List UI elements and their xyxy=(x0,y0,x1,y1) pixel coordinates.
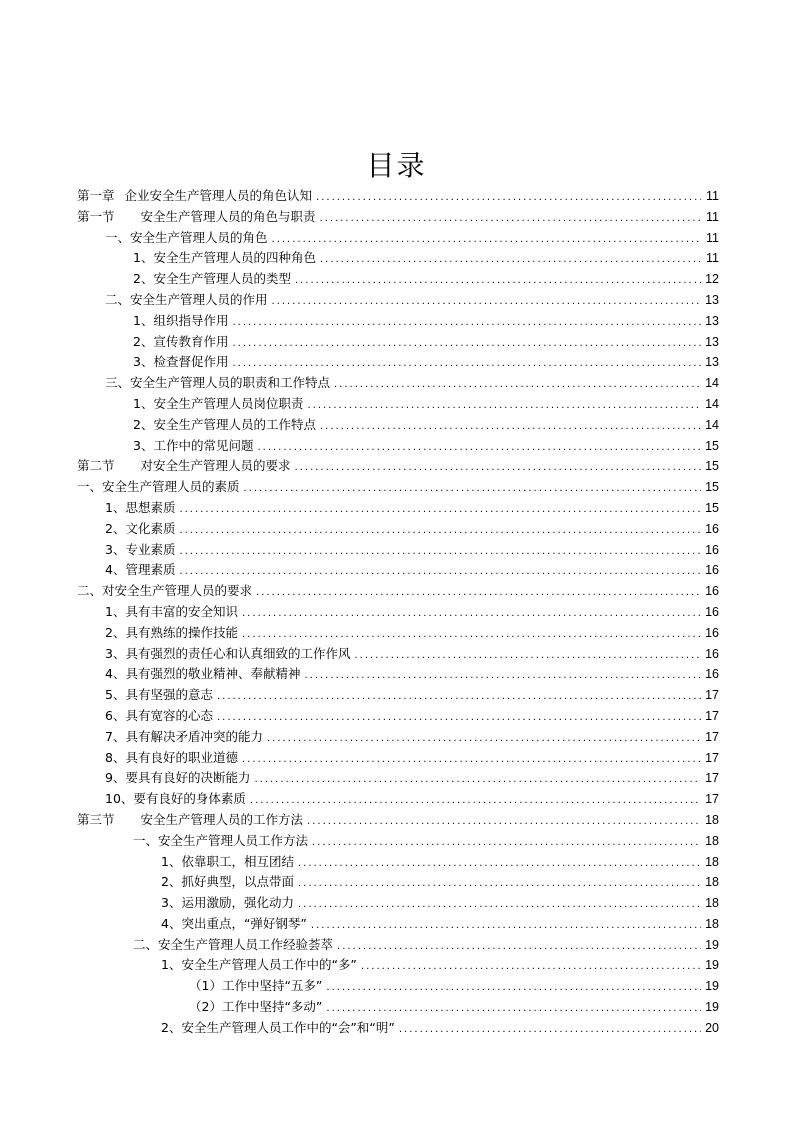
toc-entry-title: 2、安全生产管理人员的类型 xyxy=(133,271,291,287)
toc-dot-leader xyxy=(316,188,701,209)
toc-page-number: 19 xyxy=(705,1000,719,1015)
toc-entry-title: 9、要具有良好的决断能力 xyxy=(105,770,251,786)
toc-entry[interactable] xyxy=(77,664,719,685)
toc-entry-title: 3、具有强烈的责任心和认真细致的工作作风 xyxy=(105,645,351,661)
table-of-contents xyxy=(77,186,719,1039)
toc-entry[interactable] xyxy=(77,207,719,228)
toc-page-number: 11 xyxy=(706,189,719,203)
toc-entry[interactable] xyxy=(77,727,719,748)
toc-dot-leader xyxy=(307,812,701,833)
toc-dot-leader xyxy=(399,1020,701,1041)
toc-entry-title: 4、具有强烈的敬业精神、奉献精神 xyxy=(105,666,301,682)
toc-page-number: 17 xyxy=(705,708,719,723)
toc-entry[interactable] xyxy=(77,768,719,789)
toc-entry[interactable] xyxy=(77,872,719,893)
toc-entry-title: 1、安全生产管理人员的四种角色 xyxy=(133,250,316,266)
toc-dot-leader xyxy=(326,978,701,999)
toc-entry-number: 第二节 xyxy=(77,458,115,474)
toc-entry[interactable] xyxy=(77,477,719,498)
toc-entry[interactable] xyxy=(77,560,719,581)
toc-entry-title: 2、安全生产管理人员的工作特点 xyxy=(133,416,316,432)
toc-dot-leader xyxy=(311,916,701,937)
toc-entry[interactable] xyxy=(77,852,719,873)
toc-entry[interactable] xyxy=(77,955,719,976)
toc-entry-title: 7、具有解决矛盾冲突的能力 xyxy=(105,728,263,744)
toc-entry-label xyxy=(77,810,303,831)
toc-dot-leader xyxy=(295,271,701,292)
toc-page-number: 13 xyxy=(705,292,719,307)
toc-page-number: 18 xyxy=(705,854,719,869)
toc-entry[interactable] xyxy=(77,352,719,373)
toc-entry[interactable] xyxy=(77,644,719,665)
toc-entry[interactable] xyxy=(77,436,719,457)
toc-entry-title: 3、工作中的常见问题 xyxy=(133,437,254,453)
toc-page-number: 16 xyxy=(705,563,719,578)
toc-dot-leader xyxy=(320,209,701,230)
toc-entry-title: 1、思想素质 xyxy=(105,499,176,515)
toc-entry[interactable] xyxy=(77,269,719,290)
toc-entry-title: 1、组织指导作用 xyxy=(133,312,229,328)
toc-entry[interactable] xyxy=(77,748,719,769)
toc-entry-title: 8、具有良好的职业道德 xyxy=(105,749,238,765)
toc-entry-title: 一、安全生产管理人员工作方法 xyxy=(133,832,309,848)
toc-dot-leader xyxy=(179,542,701,563)
toc-page-number: 15 xyxy=(705,459,719,474)
toc-entry[interactable] xyxy=(77,519,719,540)
toc-entry[interactable] xyxy=(77,540,719,561)
toc-page-number: 13 xyxy=(705,334,719,349)
toc-entry[interactable] xyxy=(77,290,719,311)
toc-entry[interactable] xyxy=(77,685,719,706)
toc-entry[interactable] xyxy=(77,602,719,623)
toc-page-number: 19 xyxy=(705,958,719,973)
toc-entry-title: 1、依靠职工，相互团结 xyxy=(161,853,294,869)
toc-page-number: 11 xyxy=(706,251,719,266)
toc-entry[interactable] xyxy=(77,394,719,415)
toc-page-number: 12 xyxy=(705,272,719,287)
toc-entry[interactable] xyxy=(77,789,719,810)
toc-page-number: 20 xyxy=(705,1020,719,1035)
toc-dot-leader xyxy=(254,770,701,791)
toc-entry-title: 一、安全生产管理人员的素质 xyxy=(77,479,240,495)
toc-entry[interactable] xyxy=(77,623,719,644)
toc-entry-title: （1）工作中坚持“五多” xyxy=(189,978,323,994)
toc-entry-title: 2、抓好典型，以点带面 xyxy=(161,874,294,890)
toc-entry[interactable] xyxy=(77,228,719,249)
toc-page-number: 17 xyxy=(705,792,719,807)
toc-dot-leader xyxy=(307,396,701,417)
toc-entry-title: 5、具有坚强的意志 xyxy=(105,687,213,703)
toc-entry-title: 3、运用激励，强化动力 xyxy=(161,895,294,911)
toc-entry-number: 第一节 xyxy=(77,208,115,224)
toc-dot-leader xyxy=(267,729,701,750)
toc-page-number: 16 xyxy=(705,604,719,619)
toc-dot-leader xyxy=(272,292,701,313)
toc-entry-title: 一、安全生产管理人员的角色 xyxy=(105,229,268,245)
toc-entry[interactable] xyxy=(77,498,719,519)
toc-page-number: 17 xyxy=(705,750,719,765)
toc-entry-title: 4、突出重点，“弹好钢琴” xyxy=(161,915,307,931)
toc-page-number: 15 xyxy=(705,480,719,495)
toc-dot-leader xyxy=(295,458,701,479)
toc-entry-number: 第三节 xyxy=(77,811,115,827)
toc-entry[interactable] xyxy=(77,248,719,269)
toc-entry-title: 二、对安全生产管理人员的要求 xyxy=(77,583,253,599)
toc-entry-title: 3、专业素质 xyxy=(105,541,176,557)
toc-entry-title: 2、文化素质 xyxy=(105,520,176,536)
toc-entry-title: （2）工作中坚持“多动” xyxy=(189,999,323,1015)
toc-entry-title: 2、具有熟练的操作技能 xyxy=(105,624,238,640)
toc-entry[interactable] xyxy=(77,935,719,956)
toc-entry-title: 6、具有宽容的心态 xyxy=(105,707,213,723)
toc-entry-title: 3、检查督促作用 xyxy=(133,354,229,370)
toc-dot-leader xyxy=(361,957,701,978)
toc-entry-title: 安全生产管理人员的角色与职责 xyxy=(140,208,316,224)
page-title: 目录 xyxy=(366,149,427,182)
toc-dot-leader xyxy=(217,708,701,729)
toc-dot-leader xyxy=(250,791,701,812)
toc-page-number: 16 xyxy=(705,542,719,557)
toc-entry[interactable] xyxy=(77,332,719,353)
toc-entry[interactable] xyxy=(77,893,719,914)
toc-entry[interactable] xyxy=(77,456,719,477)
toc-page-number: 15 xyxy=(705,438,719,453)
toc-entry-title: 对安全生产管理人员的要求 xyxy=(140,458,291,474)
toc-dot-leader xyxy=(217,687,701,708)
toc-dot-leader xyxy=(232,313,701,334)
toc-page-number: 16 xyxy=(705,646,719,661)
toc-entry[interactable] xyxy=(77,1018,719,1039)
toc-dot-leader xyxy=(272,230,701,251)
toc-entry-title: 二、安全生产管理人员工作经验荟萃 xyxy=(133,936,334,952)
toc-entry-title: 4、管理素质 xyxy=(105,562,176,578)
toc-dot-leader xyxy=(337,937,701,958)
toc-dot-leader xyxy=(257,438,701,459)
toc-dot-leader xyxy=(256,583,701,604)
toc-dot-leader xyxy=(298,874,701,895)
toc-entry[interactable] xyxy=(77,997,719,1018)
toc-entry-title: 2、宣传教育作用 xyxy=(133,333,229,349)
toc-dot-leader xyxy=(232,354,701,375)
toc-page-number: 16 xyxy=(705,667,719,682)
toc-page-number: 14 xyxy=(705,417,719,432)
toc-entry[interactable] xyxy=(77,415,719,436)
toc-dot-leader xyxy=(242,625,701,646)
toc-entry[interactable] xyxy=(77,706,719,727)
toc-page-number: 17 xyxy=(705,771,719,786)
toc-dot-leader xyxy=(232,334,701,355)
toc-entry[interactable] xyxy=(77,373,719,394)
toc-dot-leader xyxy=(242,604,701,625)
toc-dot-leader xyxy=(244,479,701,500)
toc-dot-leader xyxy=(242,750,701,771)
toc-page-number: 18 xyxy=(705,833,719,848)
toc-page-number: 11 xyxy=(706,209,719,224)
toc-dot-leader xyxy=(179,521,701,542)
toc-entry[interactable] xyxy=(77,914,719,935)
toc-dot-leader xyxy=(298,854,701,875)
toc-dot-leader xyxy=(298,895,701,916)
toc-entry-title: 10、要有良好的身体素质 xyxy=(105,791,246,807)
toc-page-number: 16 xyxy=(705,584,719,599)
toc-dot-leader xyxy=(312,833,701,854)
toc-entry-title: 1、安全生产管理人员岗位职责 xyxy=(133,395,304,411)
toc-dot-leader xyxy=(354,646,701,667)
toc-page-number: 14 xyxy=(705,376,719,391)
toc-entry[interactable] xyxy=(77,311,719,332)
toc-dot-leader xyxy=(320,417,701,438)
toc-page-number: 16 xyxy=(705,521,719,536)
toc-entry-title: 1、具有丰富的安全知识 xyxy=(105,603,238,619)
toc-entry-label xyxy=(77,456,291,477)
toc-page-number: 14 xyxy=(705,396,719,411)
toc-page-number: 13 xyxy=(705,355,719,370)
toc-page-number: 19 xyxy=(705,937,719,952)
toc-page-number: 18 xyxy=(705,812,719,827)
toc-page-number: 11 xyxy=(706,230,719,245)
toc-page-number: 19 xyxy=(705,979,719,994)
toc-page-number: 13 xyxy=(705,313,719,328)
toc-dot-leader xyxy=(179,562,701,583)
toc-dot-leader xyxy=(320,250,701,271)
toc-page-number: 18 xyxy=(705,875,719,890)
toc-page-number: 17 xyxy=(705,729,719,744)
toc-entry[interactable] xyxy=(77,581,719,602)
toc-page-number: 18 xyxy=(705,896,719,911)
toc-page-number: 17 xyxy=(705,688,719,703)
toc-entry-title: 三、安全生产管理人员的职责和工作特点 xyxy=(105,375,331,391)
toc-page-number: 15 xyxy=(705,500,719,515)
toc-entry-title: 二、安全生产管理人员的作用 xyxy=(105,291,268,307)
toc-dot-leader xyxy=(334,375,701,396)
toc-entry-title: 安全生产管理人员的工作方法 xyxy=(140,811,304,827)
toc-entry-title: 企业安全生产管理人员的角色认知 xyxy=(124,188,313,203)
toc-entry-label xyxy=(77,186,312,207)
toc-dot-leader xyxy=(304,666,701,687)
toc-dot-leader xyxy=(326,999,701,1020)
toc-page-number: 16 xyxy=(705,625,719,640)
toc-entry[interactable] xyxy=(77,186,719,207)
toc-entry-title: 2、安全生产管理人员工作中的“会”和“明” xyxy=(161,1019,395,1035)
toc-entry-label xyxy=(77,207,316,228)
toc-page-number: 18 xyxy=(705,916,719,931)
toc-dot-leader xyxy=(179,500,701,521)
toc-entry[interactable] xyxy=(77,831,719,852)
toc-entry-number: 第一章 xyxy=(77,188,115,203)
toc-entry[interactable] xyxy=(77,810,719,831)
toc-entry[interactable] xyxy=(77,976,719,997)
toc-entry-title: 1、安全生产管理人员工作中的“多” xyxy=(161,957,357,973)
